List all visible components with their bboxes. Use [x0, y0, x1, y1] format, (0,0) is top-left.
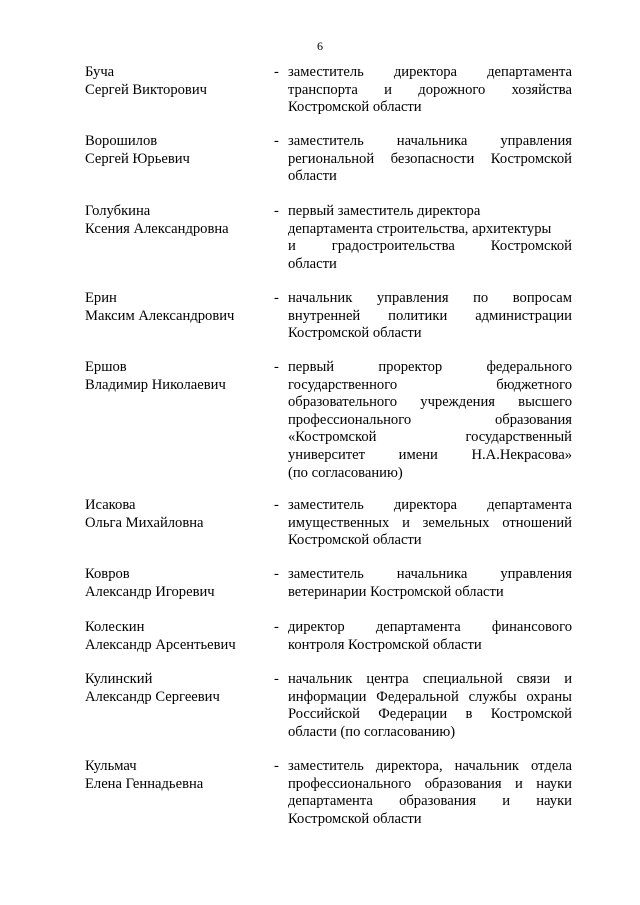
position-line: внутренней политики администрации: [288, 307, 572, 324]
position-line: информации Федеральной службы охраны: [288, 688, 572, 705]
member-position: [288, 203, 572, 273]
member-position: [288, 64, 572, 117]
position-line: государственного бюджетного: [288, 376, 572, 393]
position-line: заместитель директора департамента: [288, 64, 572, 80]
separator-dash: -: [274, 671, 279, 687]
member-position: [288, 290, 572, 343]
member-name: [85, 497, 265, 532]
member-surname: Ерин: [85, 290, 117, 306]
member-surname: Голубкина: [85, 203, 151, 219]
member-given-names: Ольга Михайловна: [85, 514, 204, 531]
member-surname: Ворошилов: [85, 133, 158, 149]
position-line: образовательного учреждения высшего: [288, 394, 572, 411]
position-line: университет имени Н.А.Некрасова»: [288, 446, 572, 463]
position-line: области: [288, 168, 337, 185]
member-name: [85, 619, 265, 654]
position-line: профессионального образования и науки: [288, 775, 572, 792]
position-line: имущественных и земельных отношений: [288, 514, 572, 531]
separator-dash: -: [274, 64, 279, 80]
member-given-names: Александр Игоревич: [85, 583, 215, 600]
member-given-names: Елена Геннадьевна: [85, 775, 204, 792]
member-position: [288, 497, 572, 550]
position-line: директор департамента финансового: [288, 619, 572, 635]
member-name: [85, 566, 265, 601]
separator-dash: -: [274, 566, 279, 582]
member-given-names: Владимир Николаевич: [85, 376, 226, 393]
member-name: [85, 64, 265, 99]
member-position: [288, 671, 572, 741]
position-line: и градостроительства Костромской: [288, 238, 572, 255]
position-line: заместитель директора департамента: [288, 497, 572, 513]
member-given-names: Сергей Юрьевич: [85, 150, 190, 167]
member-surname: Колескин: [85, 619, 145, 635]
position-line: первый проректор федерального: [288, 359, 572, 375]
position-line: транспорта и дорожного хозяйства: [288, 81, 572, 98]
separator-dash: -: [274, 203, 279, 219]
position-line: начальник управления по вопросам: [288, 290, 572, 306]
separator-dash: -: [274, 619, 279, 635]
position-line: заместитель директора, начальник отдела: [288, 758, 572, 774]
position-line: профессионального образования: [288, 411, 572, 428]
member-given-names: Сергей Викторович: [85, 81, 207, 98]
member-surname: Кульмач: [85, 758, 137, 774]
member-name: [85, 359, 265, 394]
member-name: [85, 758, 265, 793]
member-given-names: Александр Арсентьевич: [85, 636, 236, 653]
separator-dash: -: [274, 290, 279, 306]
member-given-names: Ксения Александровна: [85, 220, 229, 237]
member-position: [288, 566, 572, 601]
position-line: заместитель начальника управления: [288, 566, 572, 582]
position-line: контроля Костромской области: [288, 636, 482, 653]
member-position: [288, 619, 572, 654]
page-number: 6: [317, 39, 323, 53]
position-line: департамента образования и науки: [288, 793, 572, 810]
member-given-names: Максим Александрович: [85, 307, 235, 324]
member-position: [288, 133, 572, 186]
separator-dash: -: [274, 133, 279, 149]
member-name: [85, 671, 265, 706]
position-line: области (по согласованию): [288, 723, 456, 740]
member-surname: Кулинский: [85, 671, 153, 687]
position-line: департамента строительства, архитектуры: [288, 220, 552, 237]
position-line: начальник центра специальной связи и: [288, 671, 572, 687]
position-line: Костромской области: [288, 99, 422, 116]
position-line: (по согласованию): [288, 464, 403, 481]
position-line: первый заместитель директора: [288, 203, 481, 219]
position-line: региональной безопасности Костромской: [288, 150, 572, 167]
member-name: [85, 203, 265, 238]
position-line: Костромской области: [288, 532, 422, 549]
member-position: [288, 359, 572, 482]
member-name: [85, 290, 265, 325]
member-given-names: Александр Сергеевич: [85, 688, 220, 705]
position-line: ветеринарии Костромской области: [288, 583, 504, 600]
member-position: [288, 758, 572, 828]
separator-dash: -: [274, 359, 279, 375]
member-surname: Ковров: [85, 566, 130, 582]
member-surname: Ершов: [85, 359, 127, 375]
position-line: Костромской области: [288, 810, 422, 827]
separator-dash: -: [274, 758, 279, 774]
member-surname: Буча: [85, 64, 115, 80]
position-line: Российской Федерации в Костромской: [288, 706, 572, 723]
position-line: «Костромской государственный: [288, 429, 572, 446]
position-line: заместитель начальника управления: [288, 133, 572, 149]
separator-dash: -: [274, 497, 279, 513]
position-line: области: [288, 255, 337, 272]
member-surname: Исакова: [85, 497, 136, 513]
member-name: [85, 133, 265, 168]
position-line: Костромской области: [288, 325, 422, 342]
